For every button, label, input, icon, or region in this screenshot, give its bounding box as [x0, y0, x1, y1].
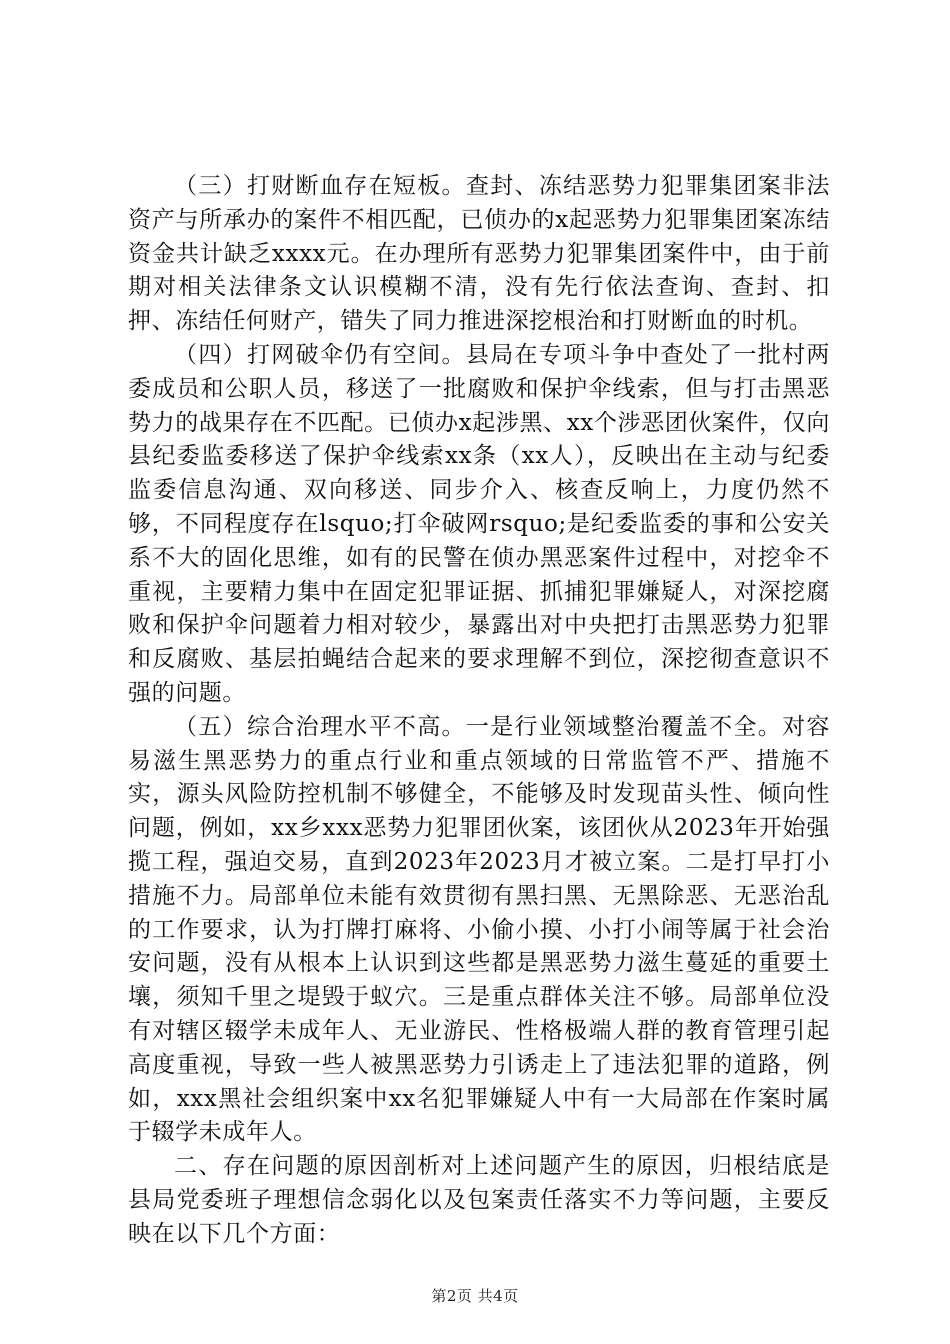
paragraph-cause-analysis: 二、存在问题的原因剖析对上述问题产生的原因，归根结底是县局党委班子理想信念弱化以及包案责任落实不力等问题，主要反映在以下几个方面： [128, 1153, 830, 1247]
paragraph-section-five: （五）综合治理水平不高。一是行业领域整治覆盖不全。对容易滋生黑恶势力的重点行业和重点领域的日常监管不严、措施不实，源头风险防控机制不够健全，不能够及时发现苗头性、倾向性问题，例如，xx乡xxx恶势力犯罪团伙案，该团伙从2023年开始强揽工程，强迫交易，直到2023年2023月才被立案。二是打早打小措施不力。局部单位未能有效贯彻有黑扫黑、无黑除恶、无恶治乱的工作要求，认为打牌打麻将、小偷小摸、小打小闹等属于社会治安问题，没有从根本上认识到这些都是黑恶势力滋生蔓延的重要土壤，须知千里之堤毁于蚁穴。三是重点群体关注不够。局部单位没有对辖区辍学未成年人、无业游民、性格极端人群的教育管理引起高度重视，导致一些人被黑恶势力引诱走上了违法犯罪的道路，例如，xxx黑社会组织案中xx名犯罪嫌疑人中有一大局部在作案时属于辍学未成年人。 [128, 713, 830, 1146]
paragraph-section-three: （三）打财断血存在短板。查封、冻结恶势力犯罪集团案非法资产与所承办的案件不相匹配，已侦办的x起恶势力犯罪集团案冻结资金共计缺乏xxxx元。在办理所有恶势力犯罪集团案件中，由于前期对相关法律条文认识模糊不清，没有先行依法查询、查封、扣押、冻结任何财产，错失了同力推进深挖根治和打财断血的时机。 [128, 173, 830, 335]
paragraph-section-four: （四）打网破伞仍有空间。县局在专项斗争中查处了一批村两委成员和公职人员，移送了一批腐败和保护伞线索，但与打击黑恶势力的战果存在不匹配。已侦办x起涉黑、xx个涉恶团伙案件，仅向县纪委监委移送了保护伞线索xx条（xx人），反映出在主动与纪委监委信息沟通、双向移送、同步介入、核查反响上，力度仍然不够，不同程度存在lsquo;打伞破网rsquo;是纪委监委的事和公安关系不大的固化思维，如有的民警在侦办黑恶案件过程中，对挖伞不重视，主要精力集中在固定犯罪证据、抓捕犯罪嫌疑人，对深挖腐败和保护伞问题着力相对较少，暴露出对中央把打击黑恶势力犯罪和反腐败、基层拍蝇结合起来的要求理解不到位，深挖彻查意识不强的问题。 [128, 341, 830, 706]
page-number-footer: 第2页 共4页 [431, 1287, 519, 1305]
document-body [128, 170, 830, 1252]
